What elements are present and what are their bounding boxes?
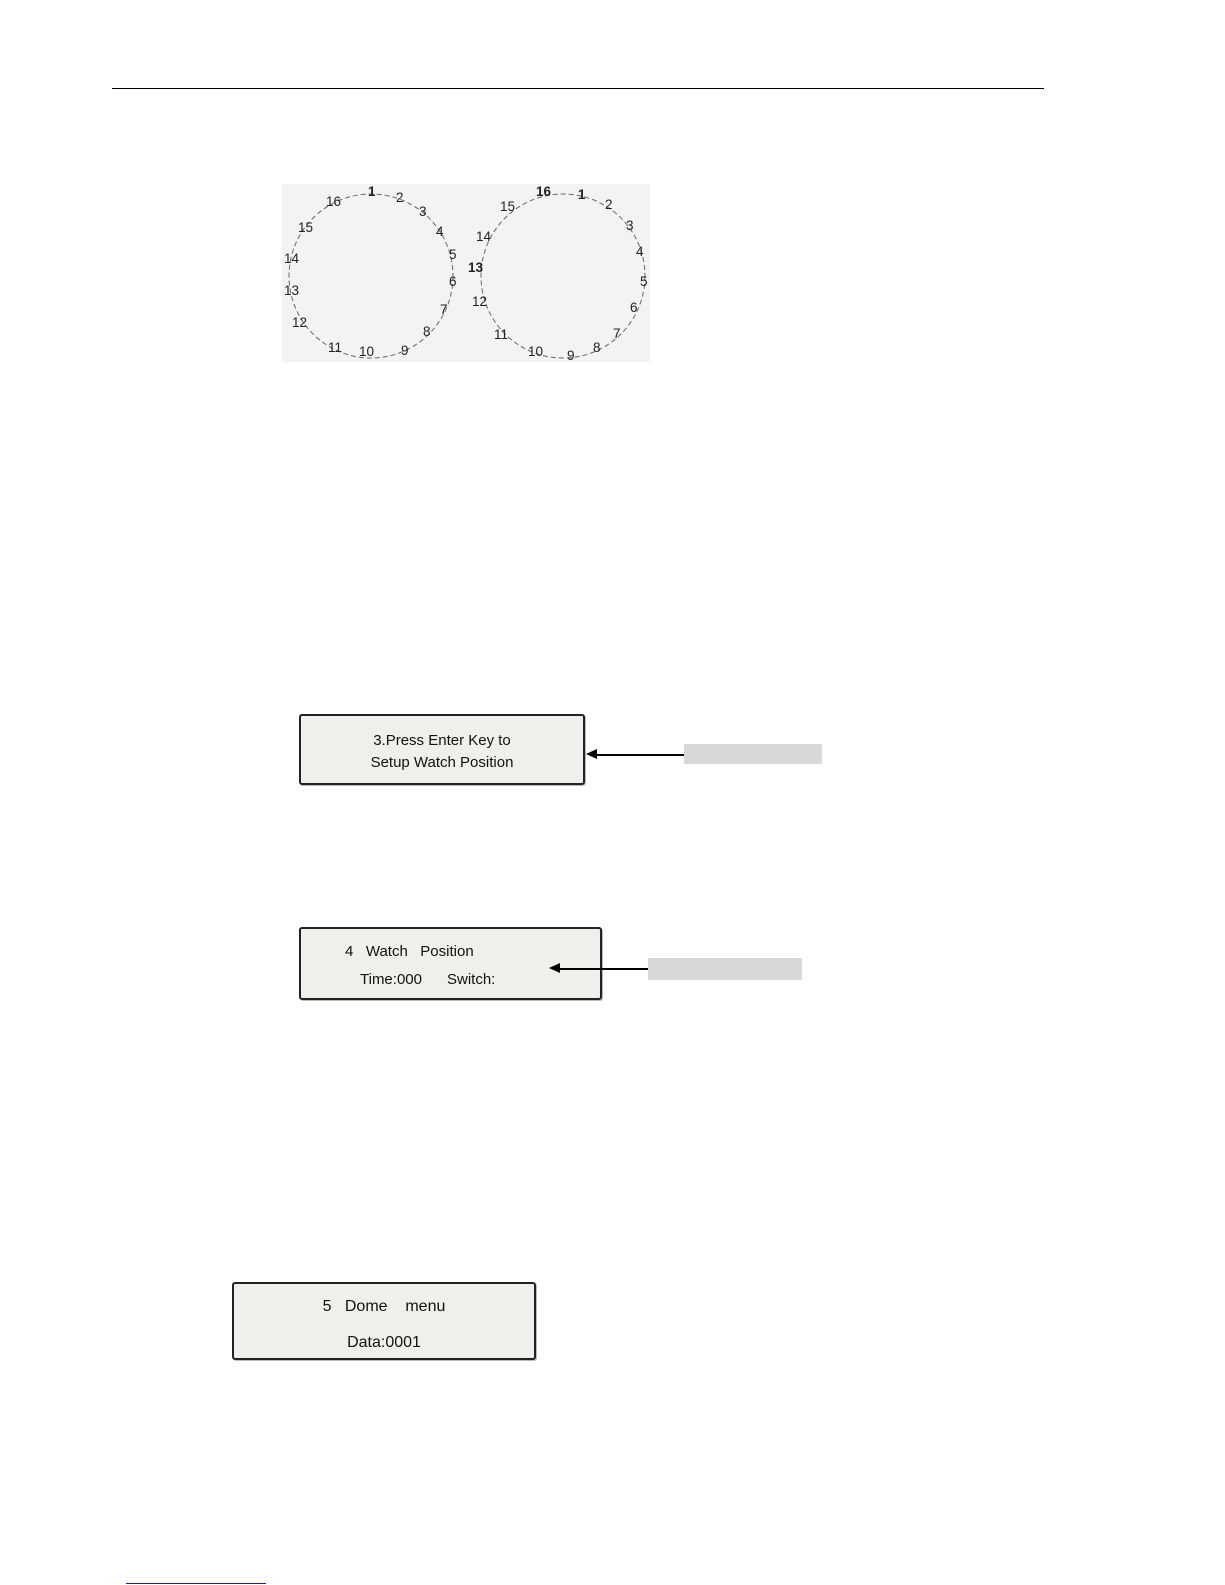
lcd1-line2: Setup Watch Position xyxy=(370,754,514,771)
lcd3-line1: 5 Dome menu xyxy=(322,1298,446,1315)
right-label-2: 2 xyxy=(605,197,613,212)
left-label-12: 12 xyxy=(292,315,308,330)
right-label-7: 7 xyxy=(613,326,621,341)
left-label-10: 10 xyxy=(359,344,375,359)
left-label-2: 2 xyxy=(396,190,404,205)
lcd3-line2: Data:0001 xyxy=(347,1334,421,1351)
arrow-line xyxy=(559,968,649,970)
patrol-sequence-figure xyxy=(282,184,650,362)
right-label-3: 3 xyxy=(626,218,634,233)
lcd2-line2: Time:000 Switch: xyxy=(360,971,496,988)
lcd-screen-dome-menu xyxy=(232,1282,536,1360)
right-label-15: 15 xyxy=(500,199,516,214)
left-label-14: 14 xyxy=(284,251,300,266)
left-label-3: 3 xyxy=(419,204,427,219)
left-label-13: 13 xyxy=(284,283,300,298)
lcd2-line1: 4 Watch Position xyxy=(345,943,474,960)
right-label-10: 10 xyxy=(528,344,544,359)
arrow-line xyxy=(596,754,684,756)
lcd-screen-setup-watch xyxy=(299,714,585,785)
right-label-5: 5 xyxy=(640,274,648,289)
left-label-4: 4 xyxy=(436,224,444,239)
right-label-9: 9 xyxy=(567,348,575,362)
right-label-14: 14 xyxy=(476,229,492,244)
right-label-11: 11 xyxy=(494,327,509,342)
left-label-16: 16 xyxy=(326,194,342,209)
right-label-12: 12 xyxy=(472,294,488,309)
lcd1-line1: 3.Press Enter Key to xyxy=(373,732,511,749)
left-label-8: 8 xyxy=(423,324,431,339)
annotation-tag-1 xyxy=(684,744,822,764)
right-label-16: 16 xyxy=(536,184,552,199)
left-label-6: 6 xyxy=(449,274,457,289)
header-rule xyxy=(112,88,1044,89)
left-label-7: 7 xyxy=(440,302,448,317)
left-label-11: 11 xyxy=(328,340,343,355)
right-label-4: 4 xyxy=(636,244,644,259)
left-label-5: 5 xyxy=(449,247,457,262)
right-label-13: 13 xyxy=(468,260,484,275)
right-label-1: 1 xyxy=(578,187,586,202)
right-label-6: 6 xyxy=(630,300,638,315)
left-label-9: 9 xyxy=(401,343,409,358)
footer-link-underline xyxy=(126,1583,266,1584)
annotation-tag-2 xyxy=(648,958,802,980)
left-label-1: 1 xyxy=(368,184,376,199)
right-label-8: 8 xyxy=(593,340,601,355)
patrol-circles-diagram xyxy=(282,184,650,362)
left-label-15: 15 xyxy=(298,220,314,235)
